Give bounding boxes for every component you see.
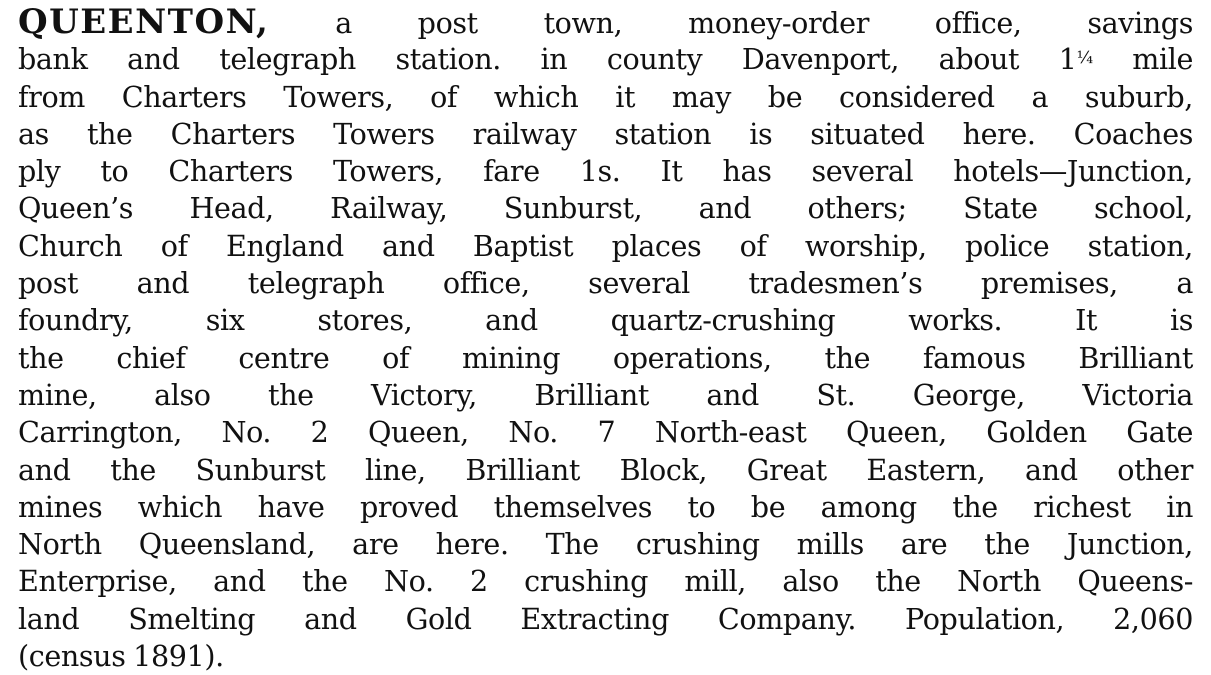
entry-line: Carrington, No. 2 Queen, No. 7 North-east Queen, Golden Gate xyxy=(18,415,1193,450)
entry-line-2 xyxy=(18,41,1193,78)
entry-line-2-end: mile xyxy=(1092,42,1194,77)
entry-headword: QUEENTON, xyxy=(18,2,270,42)
entry-line: land Smelting and Gold Extracting Company. Population, 2,060 xyxy=(18,601,1193,636)
entry-line-1 xyxy=(18,4,1193,41)
entry-line: Church of England and Baptist places of worship, police station, xyxy=(18,228,1193,263)
entry-line: from Charters Towers, of which it may be considered a suburb, xyxy=(18,79,1193,114)
entry-line: ply to Charters Towers, fare 1s. It has several hotels—Junction, xyxy=(18,154,1193,189)
entry-line: post and telegraph office, several tradesmen’s premises, a xyxy=(18,266,1193,301)
fraction-quarter: ¼ xyxy=(1076,48,1093,69)
entry-line: the chief centre of mining operations, the famous Brilliant xyxy=(18,340,1193,375)
entry-line: Queen’s Head, Railway, Sunburst, and others; State school, xyxy=(18,191,1193,226)
entry-line: Enterprise, and the No. 2 crushing mill, also the North Queens- xyxy=(18,564,1193,599)
entry-line-1-text: a post town, money-order office, savings xyxy=(335,6,1193,40)
entry-line: mine, also the Victory, Brilliant and St. George, Victoria xyxy=(18,377,1193,412)
entry-line: foundry, six stores, and quartz-crushing works. It is xyxy=(18,303,1193,338)
entry-line: mines which have proved themselves to be among the richest in xyxy=(18,489,1193,524)
entry-line: North Queensland, are here. The crushing mills are the Junction, xyxy=(18,527,1193,562)
entry-line: as the Charters Towers railway station is situated here. Coaches xyxy=(18,116,1193,151)
entry-line: and the Sunburst line, Brilliant Block, Great Eastern, and other xyxy=(18,452,1193,487)
entry-line-2-text: bank and telegraph station. in county Davenport, about 1 xyxy=(18,42,1077,77)
entry-last-line: (census 1891). xyxy=(18,639,224,674)
